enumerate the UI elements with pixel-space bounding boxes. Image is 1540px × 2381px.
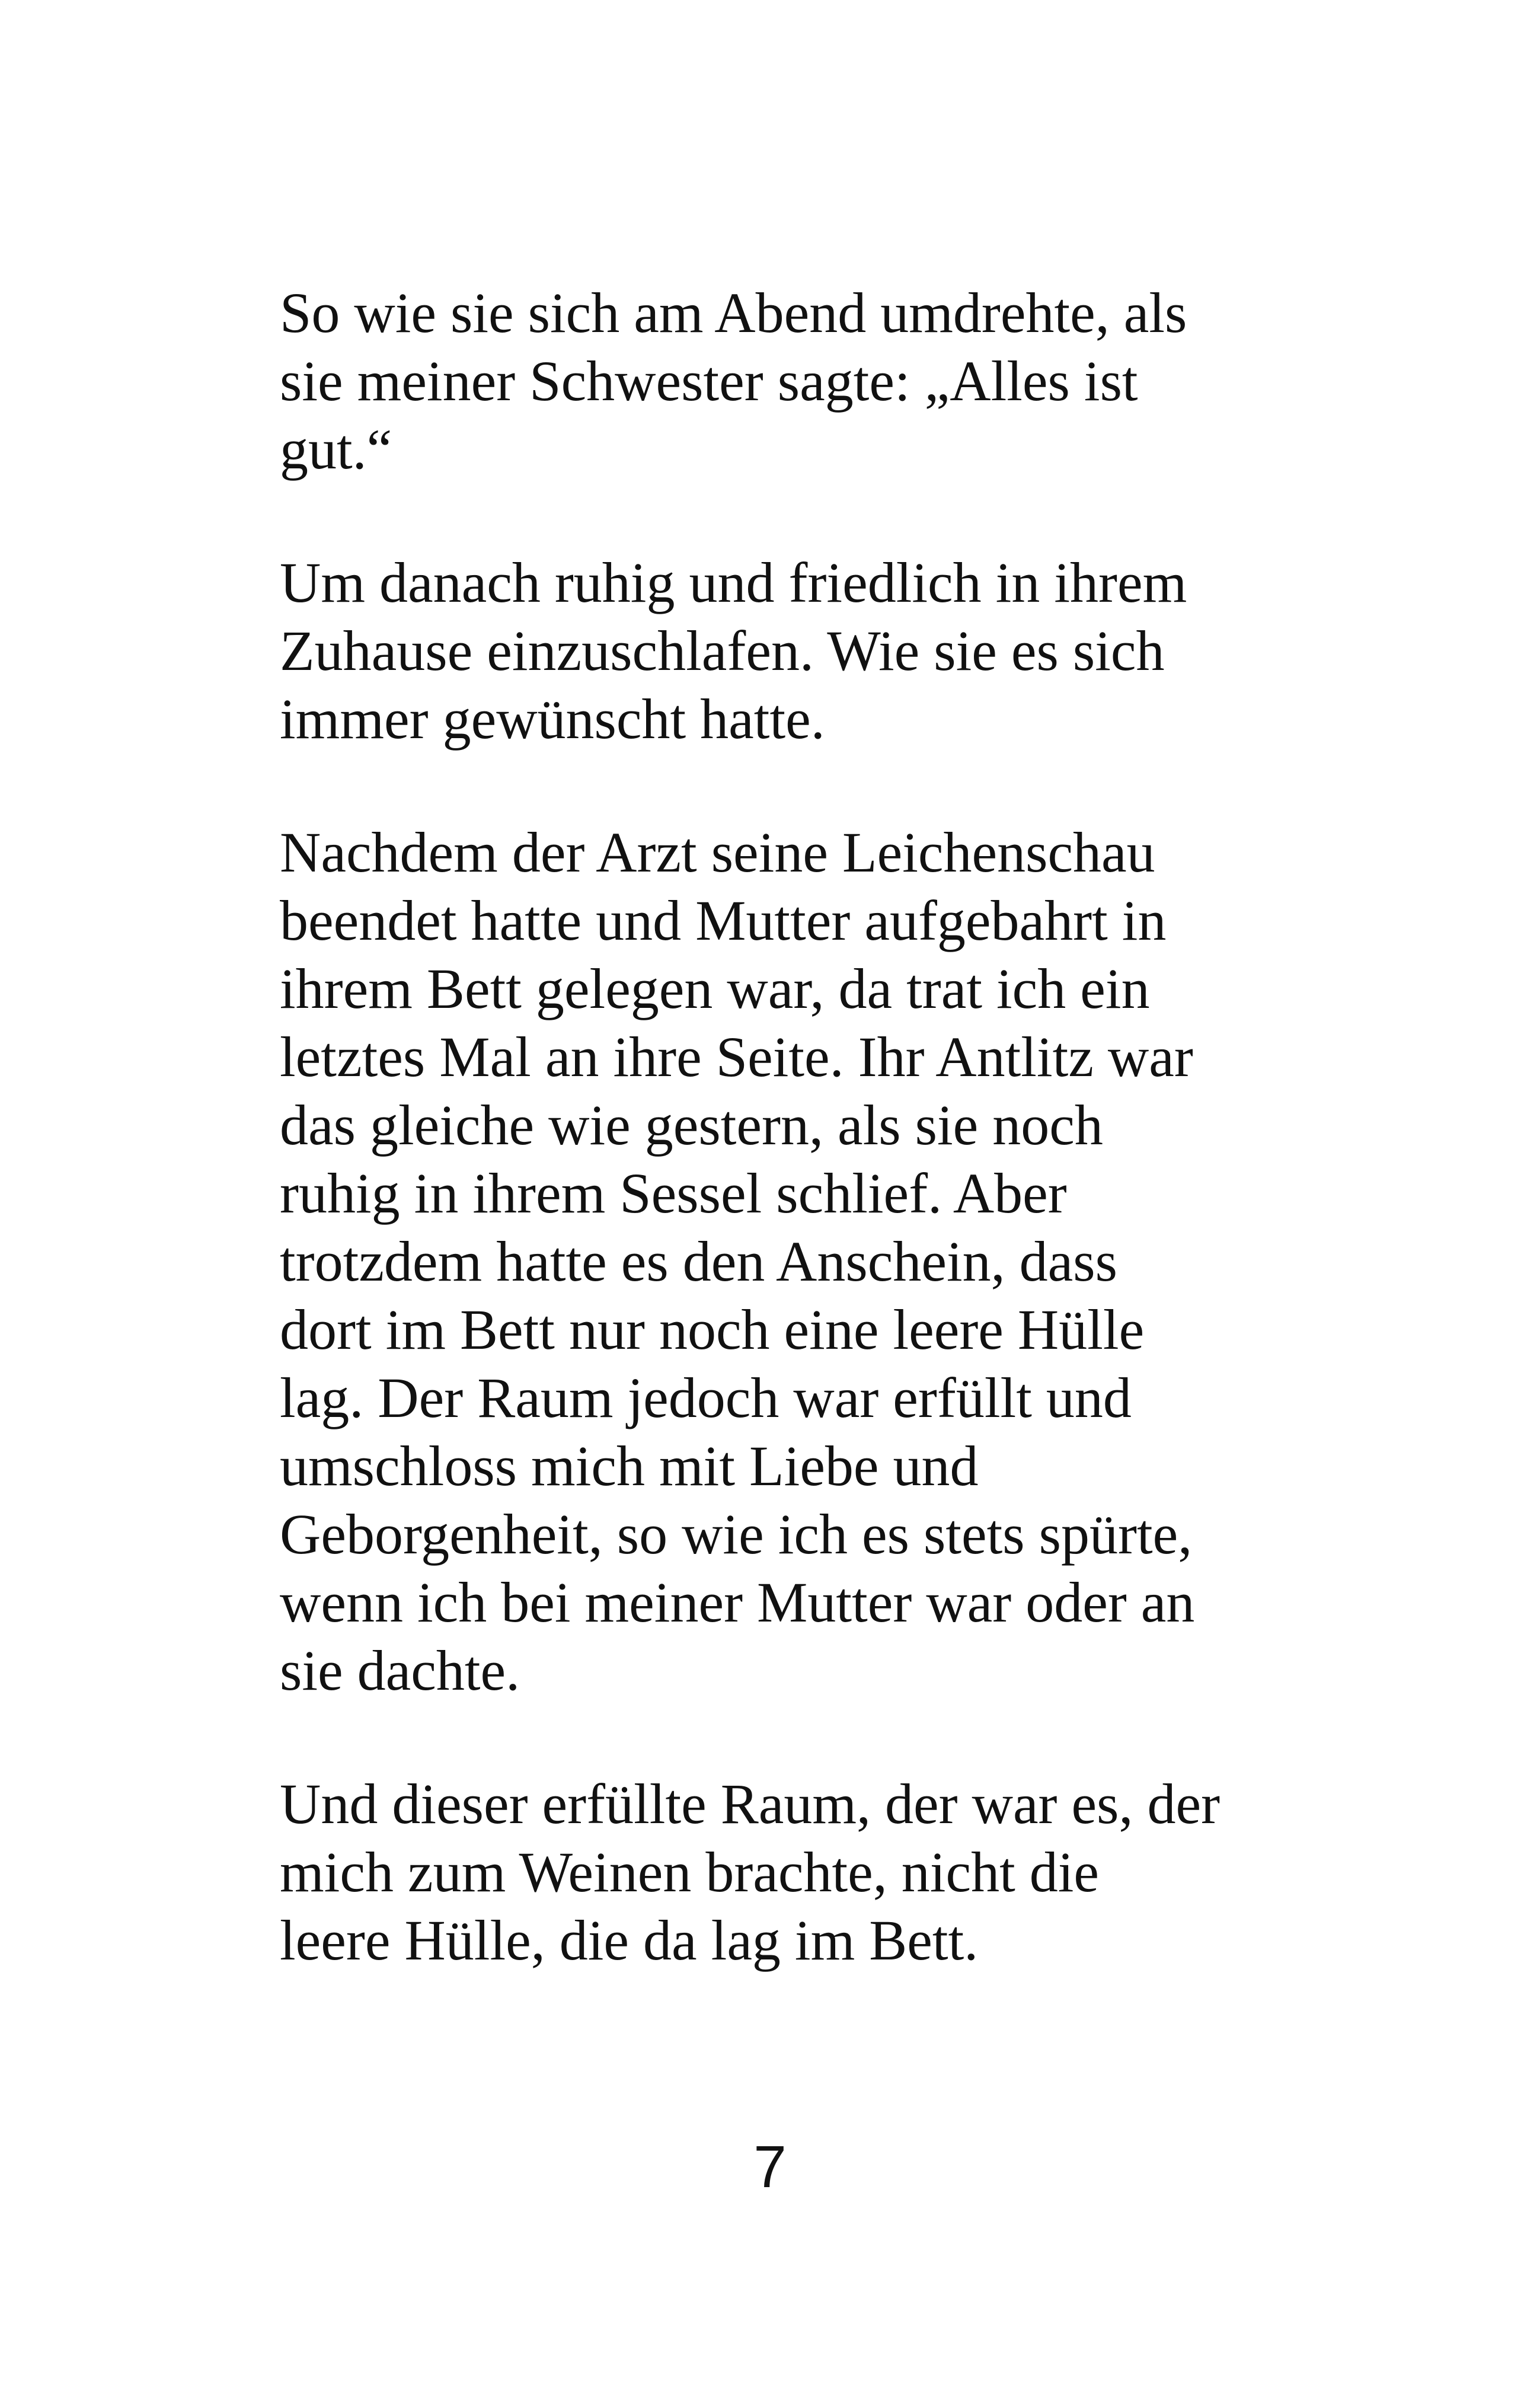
- body-text: [280, 279, 1311, 2040]
- paragraph-2: [280, 548, 1311, 753]
- text-line: umschloss mich mit Liebe und: [280, 1434, 979, 1498]
- paragraph-4: [280, 1770, 1311, 1974]
- text-line: beendet hatte und Mutter aufgebahrt in: [280, 889, 1167, 952]
- text-line: mich zum Weinen brachte, nicht die: [280, 1840, 1100, 1904]
- text-line: immer gewünscht hatte.: [280, 687, 825, 751]
- text-line: sie dachte.: [280, 1639, 520, 1702]
- text-line: das gleiche wie gestern, als sie noch: [280, 1093, 1103, 1157]
- text-line: Nachdem der Arzt seine Leichenschau: [280, 821, 1155, 884]
- text-line: ihrem Bett gelegen war, da trat ich ein: [280, 957, 1150, 1020]
- text-line: letztes Mal an ihre Seite. Ihr Antlitz war: [280, 1025, 1193, 1089]
- page-number: 7: [753, 2134, 787, 2200]
- text-line: trotzdem hatte es den Anschein, dass: [280, 1230, 1117, 1293]
- text-line: Und dieser erfüllte Raum, der war es, der: [280, 1772, 1221, 1836]
- text-line: sie meiner Schwester sagte: „Alles ist: [280, 349, 1138, 413]
- text-line: So wie sie sich am Abend umdrehte, als: [280, 281, 1187, 344]
- text-line: dort im Bett nur noch eine leere Hülle: [280, 1298, 1145, 1361]
- text-line: wenn ich bei meiner Mutter war oder an: [280, 1571, 1195, 1634]
- text-line: ruhig in ihrem Sessel schlief. Aber: [280, 1161, 1067, 1225]
- text-line: Geborgenheit, so wie ich es stets spürte,: [280, 1502, 1193, 1566]
- text-line: leere Hülle, die da lag im Bett.: [280, 1908, 979, 1972]
- text-line: lag. Der Raum jedoch war erfüllt und: [280, 1366, 1132, 1429]
- text-line: Um danach ruhig und friedlich in ihrem: [280, 551, 1187, 614]
- text-line: Zuhause einzuschlafen. Wie sie es sich: [280, 619, 1165, 682]
- paragraph-1: [280, 279, 1311, 483]
- text-line: gut.“: [280, 417, 392, 481]
- paragraph-3: [280, 818, 1311, 1705]
